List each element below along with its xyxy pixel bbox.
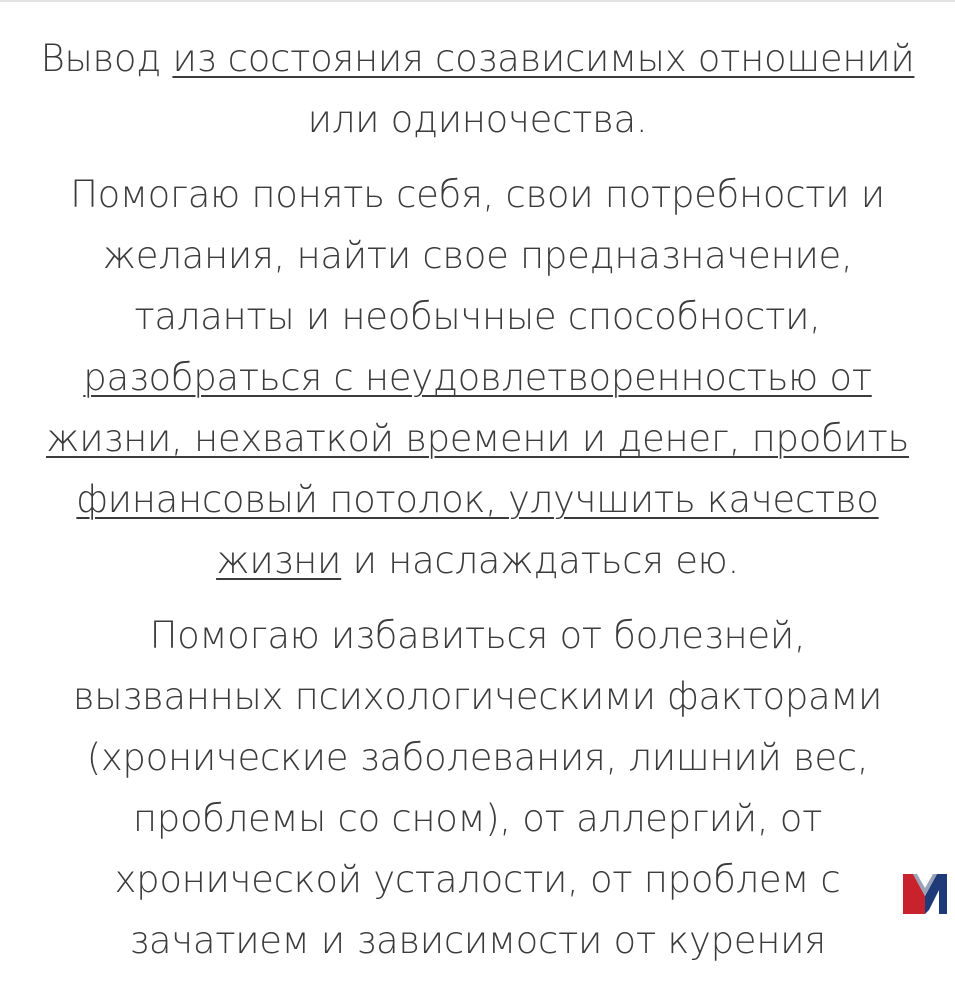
top-divider — [0, 0, 955, 2]
text-segment: и наслаждаться ею. — [341, 539, 739, 582]
text-segment: или одиночества. — [307, 98, 648, 141]
paragraph-health — [40, 605, 915, 971]
text-segment: Помогаю избавиться от болезней, вызванных психологическими факторами (хронические заболевания, лишний вес, проблемы со сном), от аллергий, от хронической усталости, от проблем с зачатием и зависимости от курения — [72, 614, 883, 962]
text-content — [40, 28, 915, 985]
text-segment: Вывод — [40, 37, 173, 80]
text-segment: Помогаю понять себя, свои потребности и желания, найти свое предназначение, таланты и необычные способности, — [70, 173, 885, 338]
life-quality-link[interactable]: разобраться с неудовлетворенностью от жизни, нехваткой времени и денег, пробить финансовый потолок, улучшить качество жизни — [46, 356, 909, 582]
watermark-logo-icon — [899, 870, 951, 916]
paragraph-self-understanding — [40, 164, 915, 591]
codependency-link[interactable]: из состояния созависимых отношений — [172, 37, 915, 80]
paragraph-codependency — [40, 28, 915, 150]
